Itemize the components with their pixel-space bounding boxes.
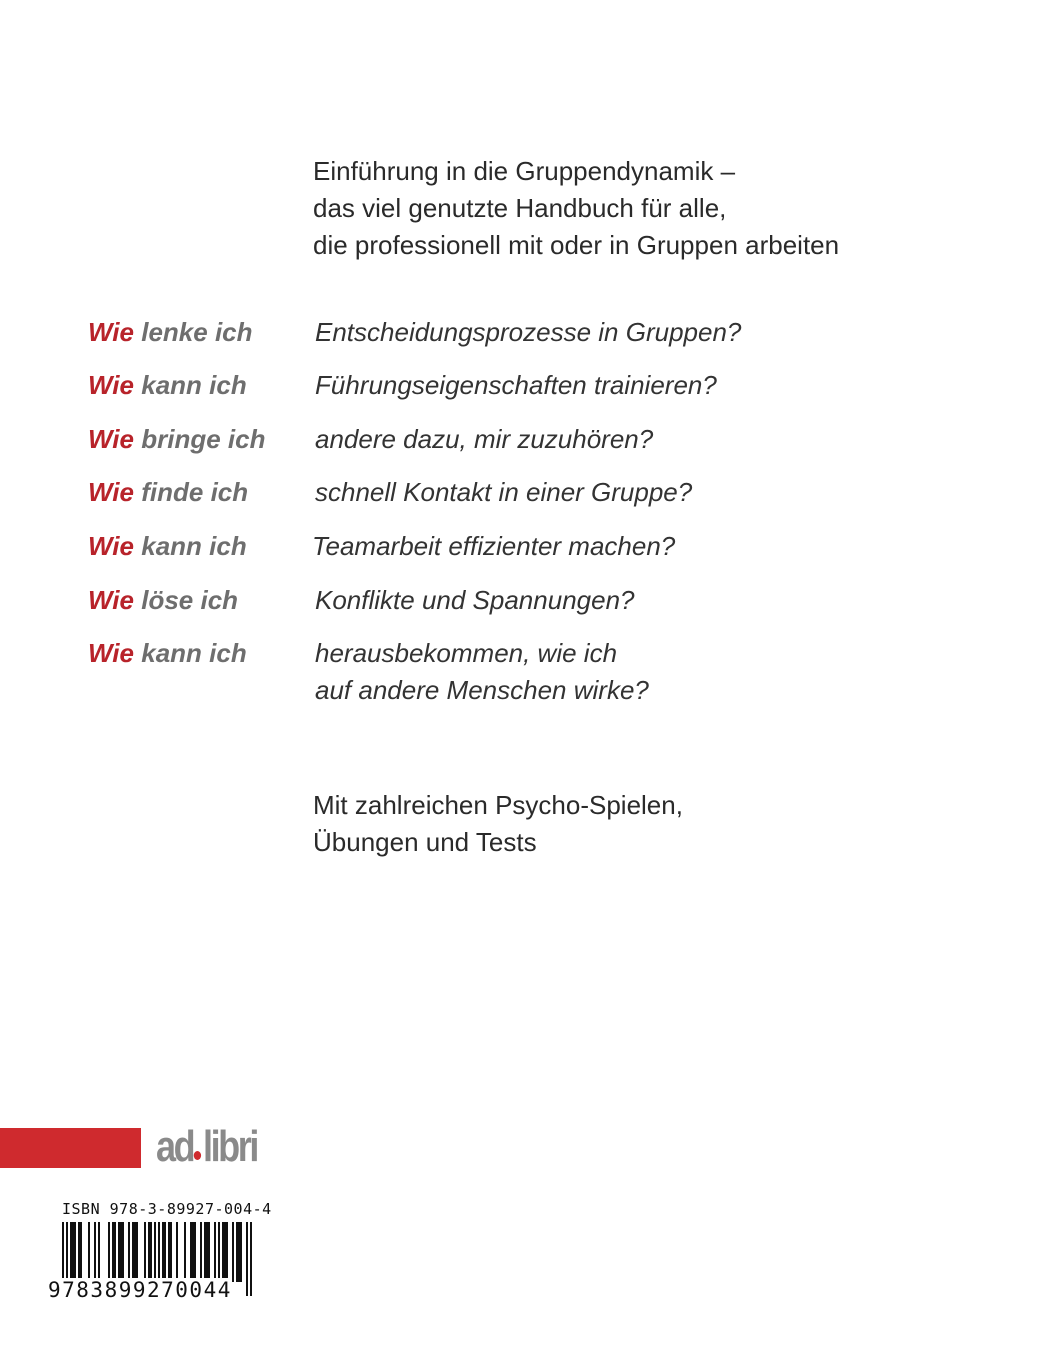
outro-text (313, 787, 683, 861)
barcode-bar (246, 1222, 248, 1296)
barcode-bar (250, 1222, 252, 1296)
question-text (312, 528, 675, 565)
barcode-bar (226, 1222, 228, 1282)
barcode-bar (222, 1222, 224, 1282)
barcode-bar (240, 1222, 242, 1282)
barcode-bar (208, 1222, 210, 1282)
barcode-bar (118, 1222, 120, 1282)
question-line: schnell Kontakt in einer Gruppe? (315, 477, 693, 507)
barcode-bar (218, 1222, 220, 1282)
question-lead (88, 582, 238, 619)
barcode-bar (98, 1222, 100, 1282)
question-line: Führungseigenschaften trainieren? (315, 370, 717, 400)
barcode-bar (192, 1222, 194, 1282)
barcode-bar (112, 1222, 114, 1282)
barcode-bar (206, 1222, 208, 1282)
barcode-bar (168, 1222, 170, 1282)
logo-part-libri: libri (203, 1122, 257, 1171)
barcode-bar (164, 1222, 166, 1282)
wie-word: Wie (88, 370, 134, 400)
barcode-bar (72, 1222, 74, 1282)
barcode-bar (184, 1222, 186, 1282)
barcode-bar (190, 1222, 192, 1282)
barcode-bar (122, 1222, 124, 1282)
question-line: Entscheidungsprozesse in Gruppen? (315, 317, 742, 347)
question-verb: kann ich (141, 638, 247, 668)
barcode-bar (150, 1222, 152, 1282)
intro-line: die professionell mit oder in Gruppen arbeiten (313, 230, 840, 260)
question-line: herausbekommen, wie ich (315, 638, 618, 668)
barcode-bar (128, 1222, 130, 1282)
barcode-bar (70, 1222, 72, 1282)
question-text (315, 314, 741, 351)
question-text (315, 367, 717, 404)
question-text (315, 474, 692, 511)
question-line: auf andere Menschen wirke? (315, 675, 649, 705)
wie-word: Wie (88, 585, 134, 615)
wie-word: Wie (88, 317, 134, 347)
wie-word: Wie (88, 531, 134, 561)
intro-text (313, 153, 839, 264)
barcode-digits: 9783899270044 (48, 1278, 232, 1302)
barcode-bar (134, 1222, 136, 1282)
outro-line: Mit zahlreichen Psycho-Spielen, (313, 790, 683, 820)
barcode-bar (88, 1222, 90, 1282)
wie-word: Wie (88, 638, 134, 668)
barcode-bar (132, 1222, 134, 1282)
question-line: andere dazu, mir zuzuhören? (315, 424, 654, 454)
wie-word: Wie (88, 477, 134, 507)
question-verb: kann ich (141, 531, 247, 561)
publisher-logo (156, 1124, 257, 1170)
question-lead (88, 314, 253, 351)
barcode-bar (148, 1222, 150, 1282)
barcode-bar (214, 1222, 216, 1282)
red-accent-bar (0, 1128, 141, 1168)
question-text (315, 421, 653, 458)
barcode-bar (170, 1222, 172, 1282)
barcode-bar (200, 1222, 202, 1282)
question-lead (88, 474, 248, 511)
question-lead (88, 367, 247, 404)
barcode-bar (144, 1222, 146, 1282)
question-lead (88, 528, 247, 565)
question-line: Teamarbeit effizienter machen? (312, 531, 676, 561)
barcode-bar (162, 1222, 164, 1282)
logo-part-ad: ad (156, 1122, 194, 1171)
barcode-bar (236, 1222, 238, 1282)
barcode-bar (238, 1222, 240, 1282)
barcode-bar (94, 1222, 96, 1282)
barcode-bar (120, 1222, 122, 1282)
logo-red-dot-icon (194, 1151, 201, 1160)
question-lead (88, 421, 265, 458)
question-verb: kann ich (141, 370, 247, 400)
barcode-bar (78, 1222, 80, 1282)
question-verb: finde ich (141, 477, 249, 507)
question-line: Konflikte und Spannungen? (315, 585, 635, 615)
wie-word: Wie (88, 424, 134, 454)
barcode-bar (108, 1222, 110, 1282)
barcode-bar (232, 1222, 234, 1282)
barcode-bar (74, 1222, 76, 1282)
question-text (315, 635, 649, 709)
outro-line: Übungen und Tests (313, 827, 537, 857)
barcode-bar (114, 1222, 116, 1282)
question-text (315, 582, 635, 619)
question-lead (88, 635, 247, 672)
barcode-bar (224, 1222, 226, 1282)
barcode-bar (136, 1222, 138, 1282)
question-verb: lenke ich (141, 317, 253, 347)
barcode-bar (176, 1222, 178, 1282)
isbn-label: ISBN 978-3-89927-004-4 (62, 1200, 272, 1218)
barcode-bar (80, 1222, 82, 1282)
intro-line: Einführung in die Gruppendynamik – (313, 156, 736, 186)
intro-line: das viel genutzte Handbuch für alle, (313, 193, 727, 223)
question-verb: bringe ich (141, 424, 266, 454)
barcode-bar (194, 1222, 196, 1282)
barcode-bar (204, 1222, 206, 1282)
question-verb: löse ich (141, 585, 239, 615)
